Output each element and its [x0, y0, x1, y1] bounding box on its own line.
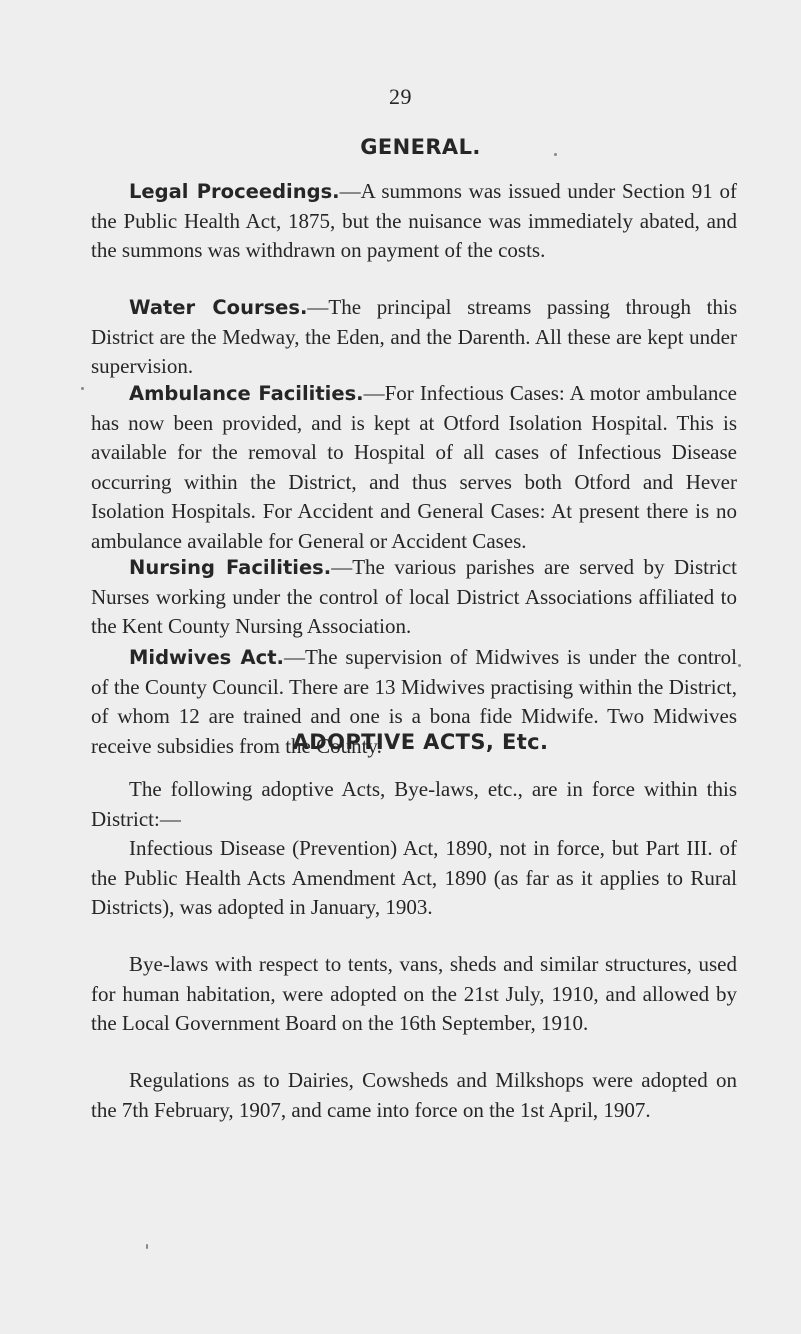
page-number: 29	[389, 84, 412, 109]
paragraph-legal-proceedings	[91, 177, 737, 266]
heading-general: GENERAL.	[360, 135, 481, 159]
text-water-courses: —The principal streams passing through this District are the Medway, the Eden, and the Darenth. All these are kept under supervision.	[91, 295, 737, 378]
paragraph-nursing	[91, 553, 737, 642]
lead-nursing: Nursing Facilities.	[129, 556, 332, 579]
paper-speck	[81, 387, 84, 390]
lead-water-courses: Water Courses.	[129, 296, 308, 319]
lead-midwives: Midwives Act.	[129, 646, 284, 669]
paragraph-bye-laws: Bye-laws with respect to tents, vans, sheds and similar structures, used for human habitation, were adopted on the 21st July, 1910, and allowed by the Local Government Board on the 16th September, 1910.	[91, 952, 737, 1035]
paragraph-infectious-disease: Infectious Disease (Prevention) Act, 1890, not in force, but Part III. of the Public Health Acts Amendment Act, 1890 (as far as it applies to Rural Districts), was adopted in January, 1903.	[91, 836, 737, 919]
lead-ambulance: Ambulance Facilities.	[129, 382, 364, 405]
text-legal-proceedings: —A summons was issued under Section 91 of the Public Health Act, 1875, but the nuisance was immediately abated, and the summons was withdrawn on payment of the costs.	[91, 179, 737, 262]
heading-adoptive-acts: ADOPTIVE ACTS, Etc.	[292, 730, 549, 754]
text-ambulance: —For Infectious Cases: A motor ambulance has now been provided, and is kept at Otford Isolation Hospital. This is available for the removal to Hospital of all cases of Infectious Disease occurring within the District, and thus serves both Otford and Hever Isolation Hospitals. For Accident and General Cases: At present there is no ambulance available for General or Accident Cases.	[91, 381, 737, 553]
paper-speck	[146, 1244, 148, 1249]
paragraph-water-courses	[91, 293, 737, 382]
paper-speck	[738, 664, 741, 667]
lead-legal-proceedings: Legal Proceedings.	[129, 180, 340, 203]
paper-speck	[554, 153, 557, 156]
paragraph-adoptive-intro: The following adoptive Acts, Bye-laws, etc., are in force within this District:—	[91, 777, 737, 831]
text-nursing: —The various parishes are served by District Nurses working under the control of local District Associations affiliated to the Kent County Nursing Association.	[91, 555, 737, 638]
paragraph-ambulance	[91, 379, 737, 556]
text-midwives: —The supervision of Midwives is under the control of the County Council. There are 13 Midwives practising within the District, of whom 12 are trained and one is a bona fide Midwife. Two Midwives receive subsidies from the County.	[91, 645, 737, 758]
paragraph-regulations: Regulations as to Dairies, Cowsheds and Milkshops were adopted on the 7th February, 1907, and came into force on the 1st April, 1907.	[91, 1068, 737, 1122]
